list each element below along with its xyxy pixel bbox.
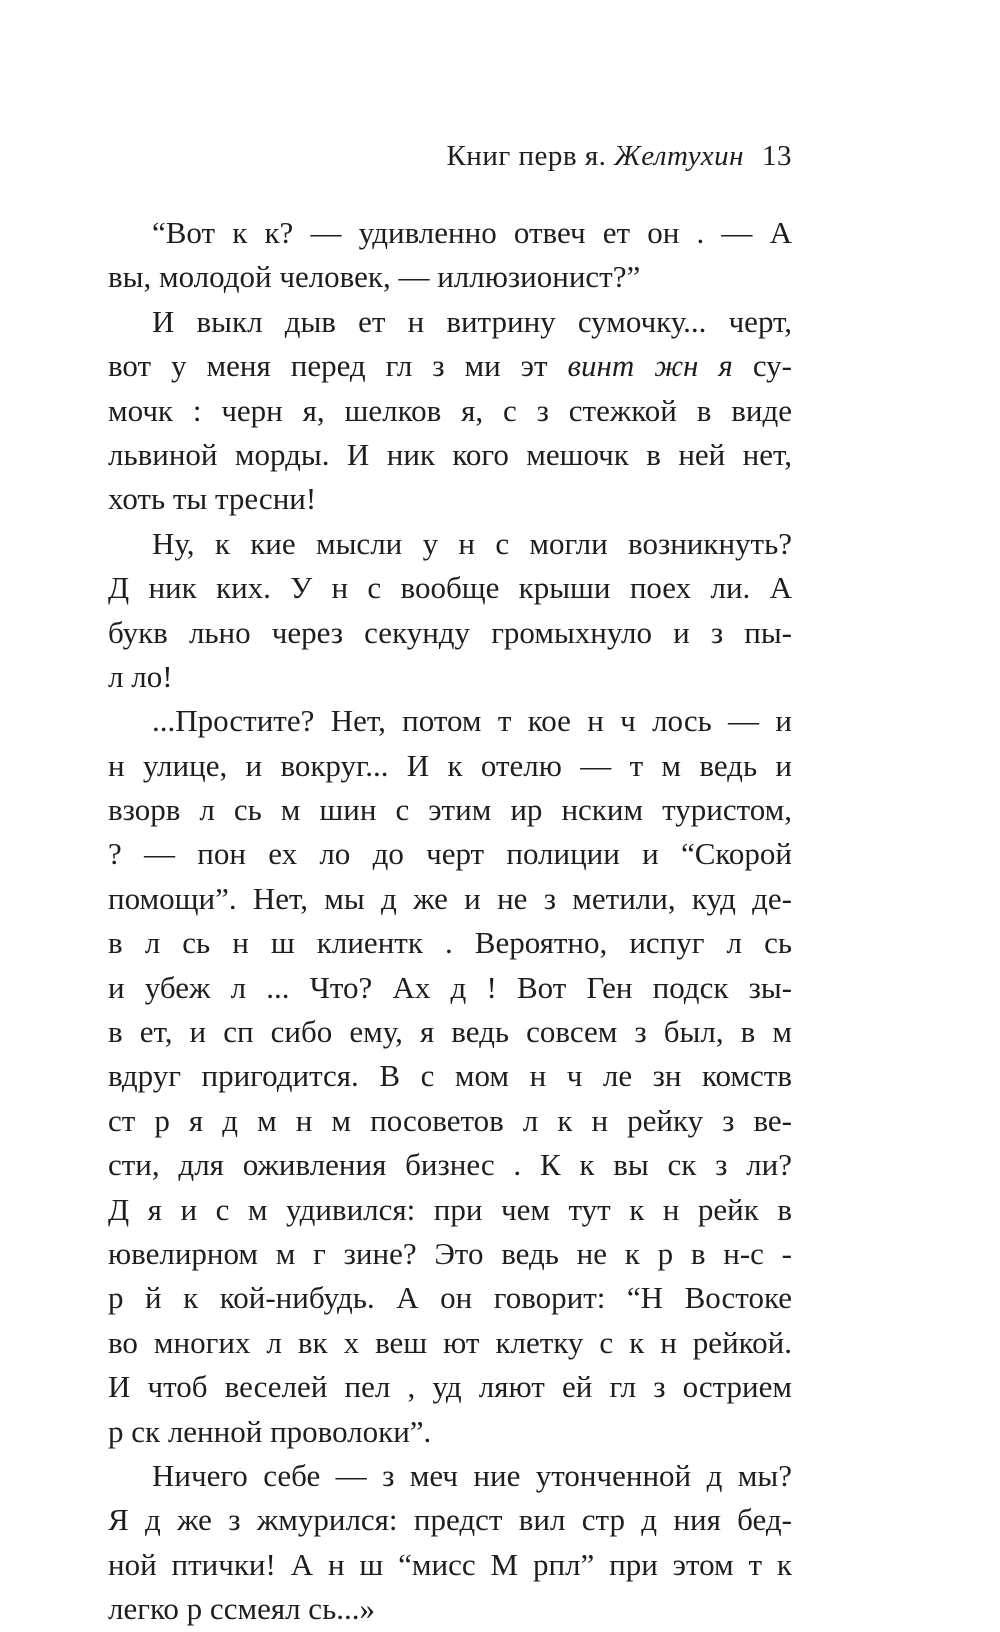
text-line: сти, для оживления бизнес . К к вы ск з ли? bbox=[108, 1147, 792, 1183]
text-line: И выкл дыв ет н витрину сумочку... черт, bbox=[152, 303, 792, 339]
running-head bbox=[300, 138, 792, 174]
text-line: р й к кой-нибудь. А он говорит: “Н Востоке bbox=[108, 1280, 792, 1316]
text-line: в ет, и сп сибо ему, я ведь совсем з был, в м bbox=[108, 1014, 792, 1050]
part-title: Желтухин bbox=[614, 140, 744, 172]
book-title: Книг перв я. bbox=[446, 140, 607, 172]
text-line: помощи”. Нет, мы д же и не з метили, куд де- bbox=[108, 880, 792, 916]
text-line: Д я и с м удивился: при чем тут к н рейк в bbox=[108, 1191, 792, 1227]
text-line: л ло! bbox=[108, 658, 173, 694]
text-line: ? — пон ех ло до черт полиции и “Скорой bbox=[108, 836, 792, 872]
text-line: И чтоб веселей пел , уд ляют ей гл з острием bbox=[108, 1369, 792, 1405]
text-line: букв льно через секунду громыхнуло и з пы- bbox=[108, 614, 792, 650]
text-line: мочк : черн я, шелков я, с з стежкой в виде bbox=[108, 392, 792, 428]
text-line: и убеж л ... Что? Ах д ! Вот Ген подск зы- bbox=[108, 969, 792, 1005]
text-line: н улице, и вокруг... И к отелю — т м ведь и bbox=[108, 747, 792, 783]
text-line: ювелирном м г зине? Это ведь не к р в н-с - bbox=[108, 1235, 792, 1271]
text-run: вот у меня перед гл з ми эт bbox=[108, 348, 548, 384]
text-line: ...Простите? Нет, потом т кое н ч лось — и bbox=[152, 703, 792, 739]
text-line: хоть ты тресни! bbox=[108, 481, 317, 517]
text-line: Ничего себе — з меч ние утонченной д мы? bbox=[152, 1457, 792, 1493]
text-line: взорв л сь м шин с этим ир нским туристом, bbox=[108, 792, 792, 828]
text-line: львиной морды. И ник кого мешочк в ней нет, bbox=[108, 436, 792, 472]
text-line: во многих л вк х веш ют клетку с к н рейкой. bbox=[108, 1324, 792, 1360]
text-line: Я д же з жмурился: предст вил стр д ния бед- bbox=[108, 1502, 792, 1538]
italic-word: винт жн я bbox=[567, 348, 733, 384]
text-line: в л сь н ш клиентк . Вероятно, испуг л сь bbox=[108, 925, 792, 961]
text-line: Д ник ких. У н с вообще крыши поех ли. А bbox=[108, 570, 792, 606]
text-line: вы, молодой человек, — иллюзионист?” bbox=[108, 259, 641, 295]
text-line: легко р ссмеял сь...» bbox=[108, 1591, 375, 1627]
body-text bbox=[108, 211, 792, 1632]
text-line: ной птички! А н ш “мисс М рпл” при этом т к bbox=[108, 1546, 792, 1582]
text-run: су- bbox=[752, 348, 792, 384]
text-line: р ск ленной проволоки”. bbox=[108, 1413, 432, 1449]
text-line: вдруг пригодится. В с мом н ч ле зн комств bbox=[108, 1058, 792, 1094]
text-line: Ну, к кие мысли у н с могли возникнуть? bbox=[152, 525, 792, 561]
text-line: ст р я д м н м посоветов л к н рейку з ве- bbox=[108, 1102, 792, 1138]
text-line: “Вот к к? — удивленно отвеч ет он . — А bbox=[152, 215, 792, 250]
page-number: 13 bbox=[762, 140, 792, 172]
text-line-mixed bbox=[108, 344, 792, 388]
